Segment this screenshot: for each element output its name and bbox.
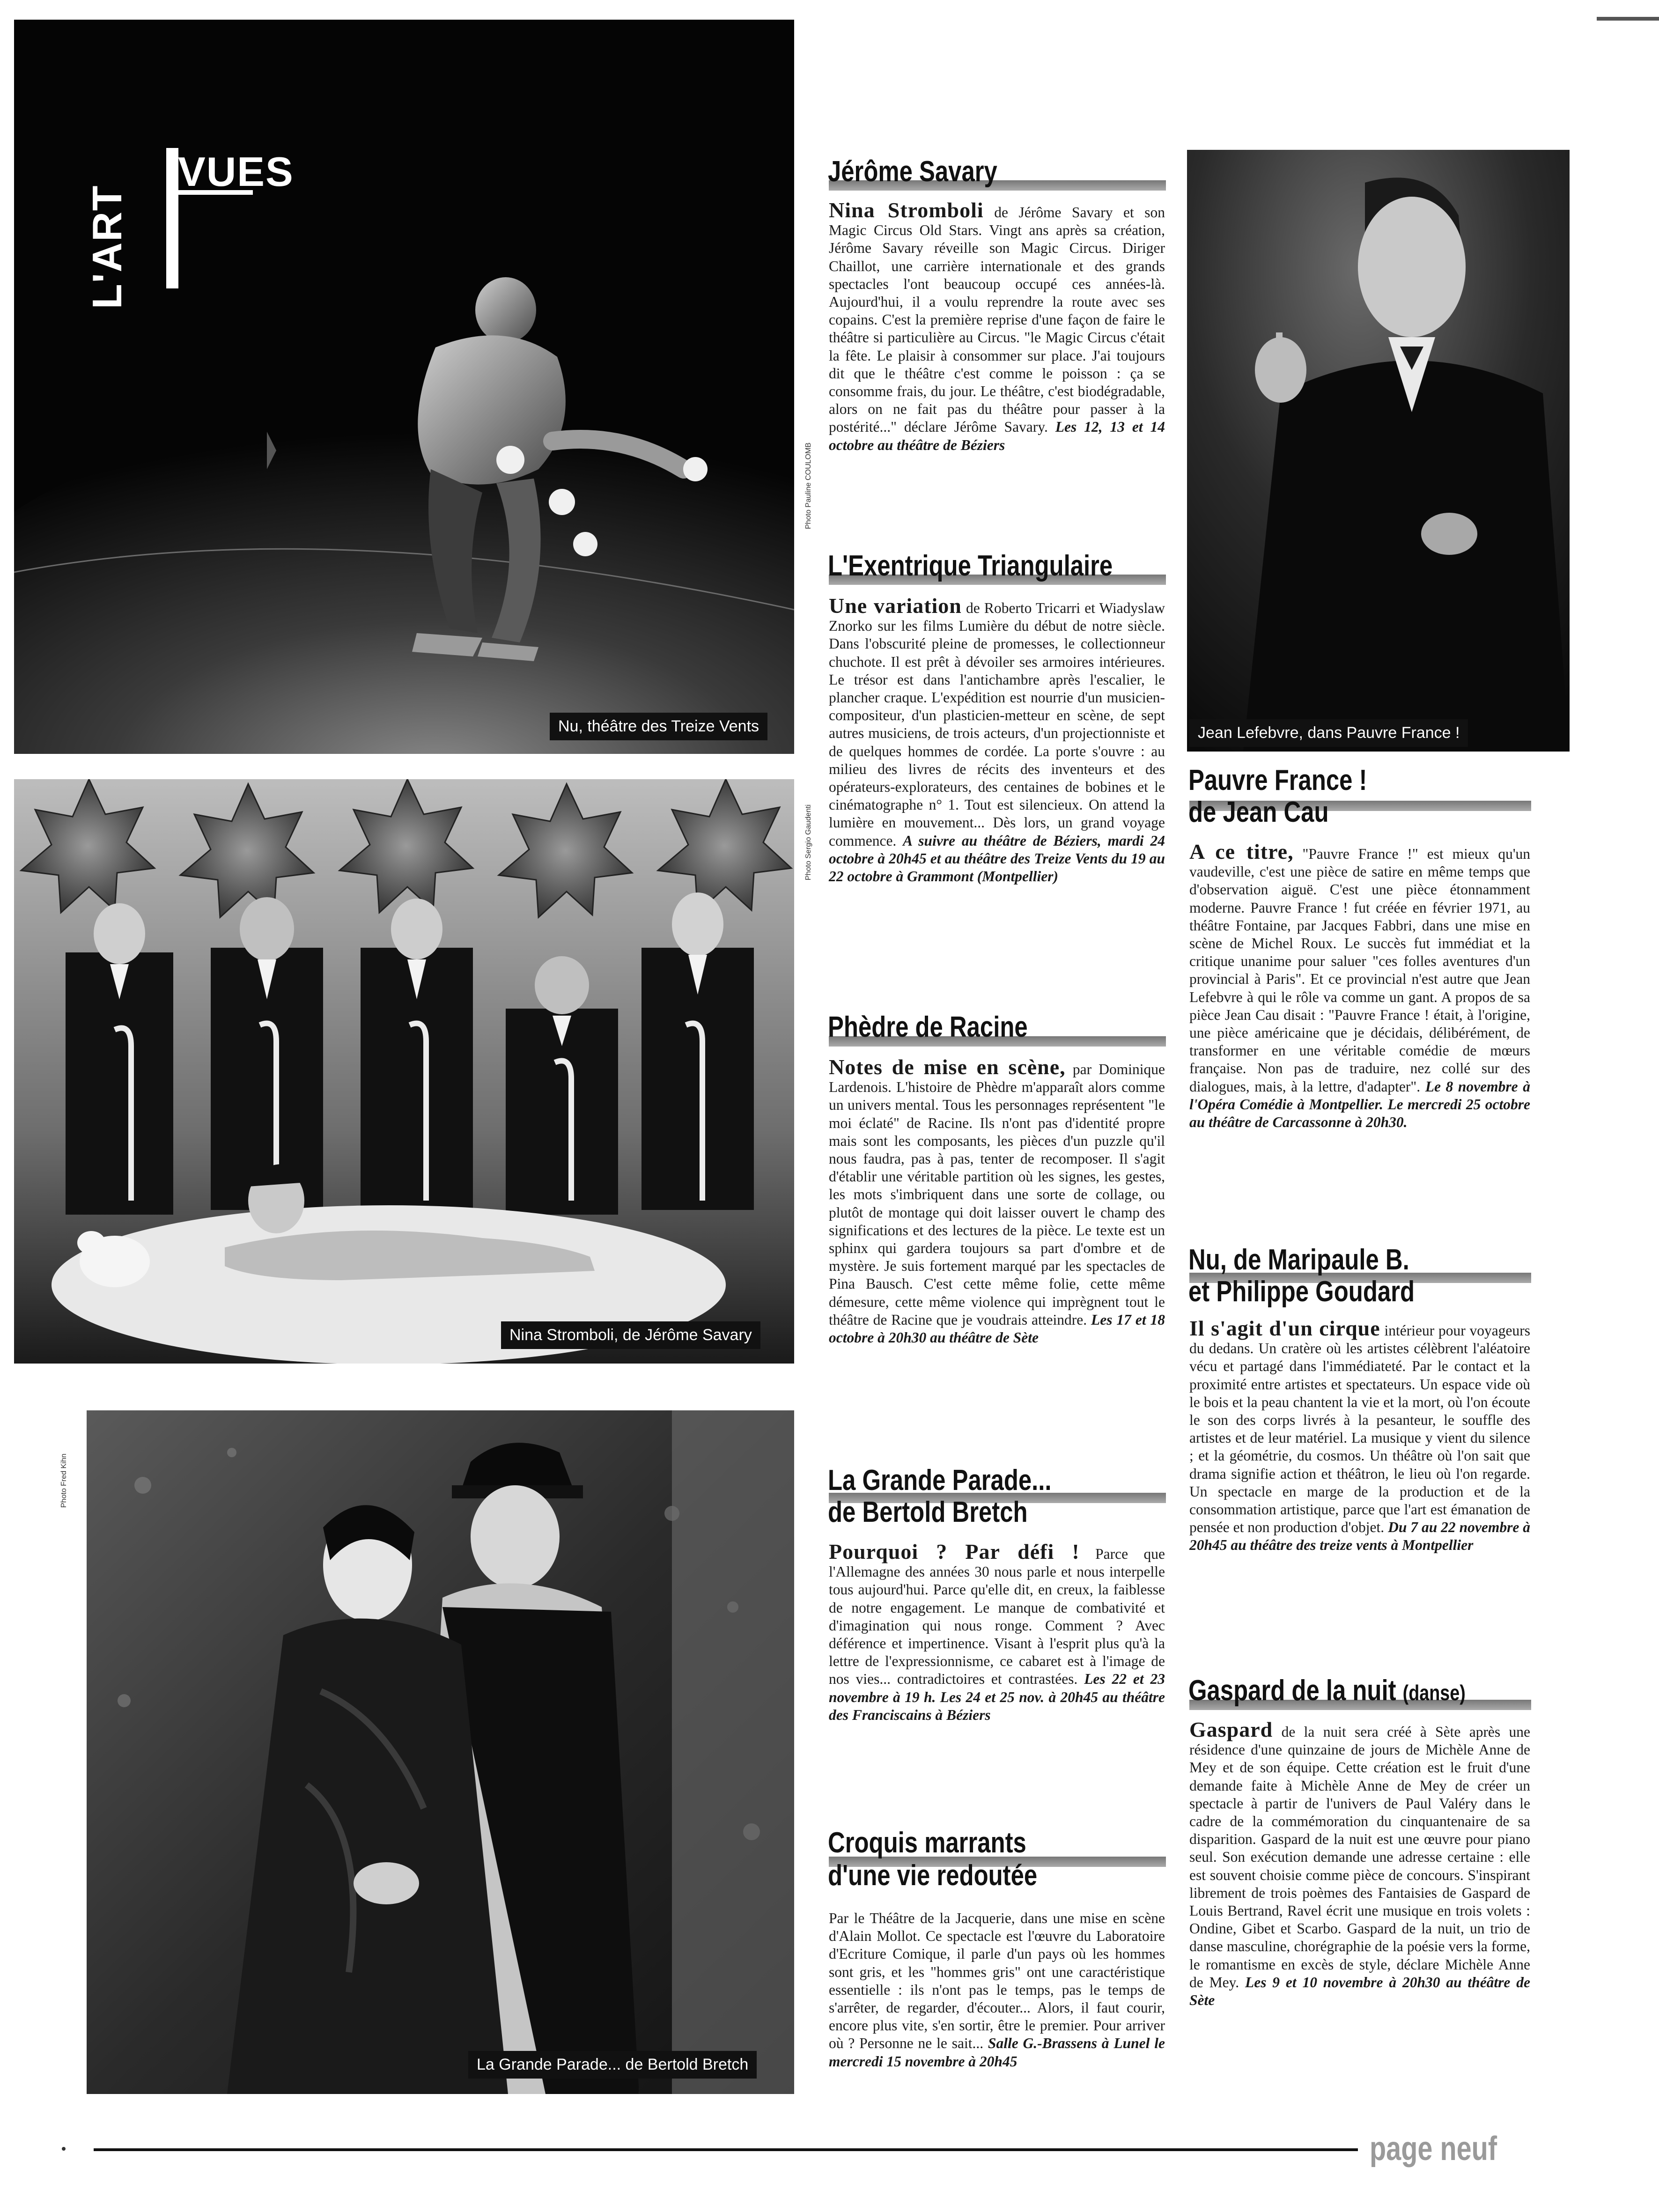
article-info-croquis: Salle G.-Brassens à Lunel le mercredi 15 novembre à 20h45 <box>829 2035 1165 2070</box>
article-title-nu-2: et Philippe Goudard <box>1188 1276 1415 1308</box>
photo-credit-parade: Photo Fred Kihn <box>60 1453 68 1508</box>
logo-word-vues: VUES <box>178 148 294 195</box>
article-title-croquis-1: Croquis marrants <box>828 1827 1026 1859</box>
article-title-exentrique: L'Exentrique Triangulaire <box>828 550 1113 582</box>
article-body-parade <box>829 1540 1165 1724</box>
caption-parade: La Grande Parade... de Bertold Bretch <box>468 2051 757 2079</box>
article-body-gaspard <box>1189 1718 1530 2009</box>
article-text-gaspard: de la nuit sera créé à Sète après une résidence d'une quinzaine de jours de Michèle Anne de Mey et de son équipe. Cette création est le fruit d'une demande faite à Michèle Anne de Mey de créer un spectacle à partir de l'univers de Paul Valéry dans le cadre de la commémoration du cinquantenaire de sa disparition. Gaspard de la nuit est une œuvre pour piano seul. Son exécution demande une adresse certaine : elle est souvent choisie comme pièce de concours. S'inspirant librement de trois poèmes des Fantaisies de Gaspard de Louis Bertrand, Ravel écrit une musique en trois volets : Ondine, Gibet et Scarbo. Gaspard de la nuit, un trio de danse masculine, chorégraphie de la poésie vers la forme, le romantisme en excès de style, déclare Michèle Anne de Mey. <box>1189 1724 1530 1991</box>
page-dot <box>62 2147 66 2151</box>
corner-mark <box>1597 17 1659 21</box>
article-title-parade-1: La Grande Parade... <box>828 1464 1052 1497</box>
article-body-savary <box>829 198 1165 454</box>
article-lead-savary: Nina Stromboli <box>829 198 984 222</box>
article-text-phedre: par Dominique Lardenois. L'histoire de Phèdre m'apparaît alors comme un univers mental. Tous les personnages représentent "le moi éclaté" de Racine. Ils n'ont pas d'identité propre mais sont les composants, les pièces d'un puzzle qu'il nous faudra, pas à pas, tenter de recomposer. Il s'agit d'établir une véritable partition où les signes, les gestes, les mots s'imbriquent dans une sorte de collage, ou plutôt de montage qui doit laisser ouvert le champ des significations et des lectures de la pièce. Le texte est un sphinx qui gardera toujours sa part d'ombre et de mystère. Je suis fortement marqué par les spectacles de Pina Bausch. C'est cette même folie, cette même démesure, cette même violence qui imprègnent tout le théâtre de Racine que je voudrais atteindre. <box>829 1061 1165 1328</box>
article-text-pauvre: "Pauvre France !" est mieux qu'un vaudeville, c'est une pièce de satire en même temps que d'observation aiguë. C'est une pièce étonnamment moderne. Pauvre France ! fut créée en février 1971, au théâtre Fontaine, par Jacques Fabbri, dans une mise en scène de Michel Roux. Le succès fut immédiat et la critique unanime pour saluer "ces folles aventures d'un provincial à Paris". Et ce provincial n'est autre que Jean Lefebvre à qui le rôle va comme un gant. A propos de sa pièce Jean Cau disait : "Pauvre France ! était, à l'origine, une pièce américaine que je décidais, délibérément, de transformer en une véritable comédie de mœurs française. Non pas de traduire, nez collé sur des dialogues, mais, à la lettre, d'adapter". <box>1189 846 1531 1095</box>
article-lead-phedre: Notes de mise en scène, <box>829 1055 1066 1079</box>
photo-grande-parade <box>87 1410 794 2094</box>
article-body-pauvre <box>1189 840 1531 1131</box>
caption-nina: Nina Stromboli, de Jérôme Savary <box>501 1321 760 1349</box>
article-title-phedre: Phèdre de Racine <box>828 1011 1028 1043</box>
article-lead-exentrique: Une variation <box>829 594 962 618</box>
article-text-parade: Parce que l'Allemagne des années 30 nous parle et nous interpelle tous aujourd'hui. Parce qu'elle dit, en creux, la faiblesse de notre engagement. Le manque de combativité et d'imagination qui nous ronge. Comment ? Avec déférence et impertinence. Visant à l'esprit plus qu'à la lettre de l'expressionnisme, ce cabaret est à l'image de nos vies... contradictoires et contrastées. <box>829 1546 1165 1688</box>
footer-rule <box>94 2148 1358 2151</box>
article-info-gaspard: Les 9 et 10 novembre à 20h30 au théâtre de Sète <box>1189 1974 1530 2009</box>
article-title-nu-1: Nu, de Maripaule B. <box>1188 1244 1409 1276</box>
article-lead-gaspard: Gaspard <box>1189 1718 1273 1741</box>
article-body-phedre <box>829 1055 1165 1347</box>
photo-jean-lefebvre <box>1187 150 1570 752</box>
article-info-parade: Les 22 et 23 novembre à 19 h. Les 24 et 25 nov. à 20h45 au théâtre des Franciscains à Béziers <box>829 1671 1165 1723</box>
article-info-pauvre: Le 8 novembre à l'Opéra Comédie à Montpellier. Le mercredi 25 octobre au théâtre de Carcassonne à 20h30. <box>1189 1078 1530 1131</box>
article-text-nu: intérieur pour voyageurs du dedans. Un cratère où les artistes célèbrent l'aléatoire vécu et partagé dans l'immédiateté. Par le contact et la proximité entre artistes et spectateurs. Un espace vide où le bois et la peau chantent la vie et la mort, où l'on écoute le son des corps livrés à la pesanteur, le souffle des artistes et de leur matériel. La musique y vient du silence ; et la géométrie, du cosmos. Un théâtre où l'on sait que drama signifie action et théâtron, le lieu où l'on regarde. Un spectacle en marge de la production et de la consommation artistique, parce que l'art est émanation de pensée et non production d'objet. <box>1189 1322 1530 1536</box>
article-title-gaspard <box>1188 1675 1466 1709</box>
article-info-savary: Les 12, 13 et 14 octobre au théâtre de Béziers <box>829 419 1165 453</box>
photo-nu <box>14 20 794 754</box>
photo-nina-stromboli <box>14 779 794 1364</box>
article-lead-parade: Pourquoi ? Par défi ! <box>829 1540 1080 1563</box>
article-title-pauvre-1: Pauvre France ! <box>1188 764 1367 796</box>
logo-word-lart: L'ART <box>84 184 130 309</box>
article-lead-nu: Il s'agit d'un cirque <box>1189 1316 1380 1340</box>
article-text-savary: de Jérôme Savary et son Magic Circus Old Stars. Vingt ans après sa création, Jérôme Savary réveille son Magic Circus. Diriger Chaillot, une carrière internationale et des grands spectacles l'ont beaucoup occupé ces années-là. Aujourd'hui, il a voulu reprendre la route avec ses copains. C'est la première reprise d'une façon de faire le théâtre si particulière au Circus. "le Magic Circus c'était la fête. Le plaisir à consommer sur place. J'ai toujours dit que le théâtre c'est comme le poisson : ça se consomme frais, du jour. Le théâtre, c'est biodégradable, alors on ne fait pas du théâtre pour passer à la postérité..." déclare Jérôme Savary. <box>829 204 1165 435</box>
article-text-croquis: Par le Théâtre de la Jacquerie, dans une mise en scène d'Alain Mollot. Ce spectacle est l'œuvre du Laboratoire d'Ecriture Comique, il parle d'un pays où les hommes sont gris, et les "hommes gris" ont une caractéristique essentielle : ils n'ont pas le temps, pas le temps de s'arrêter, de regarder, d'écouter... Alors, il faut courir, encore plus vite, s'en sortir, être le premier. Pour arriver où ? Personne ne le sait... <box>829 1910 1165 2052</box>
caption-nu: Nu, théâtre des Treize Vents <box>550 713 767 740</box>
photo-credit-nina: Photo Sergio Gaudenti <box>804 804 812 880</box>
article-lead-pauvre: A ce titre, <box>1189 840 1294 863</box>
article-body-exentrique <box>829 594 1165 885</box>
article-title-parade-2: de Bertold Bretch <box>828 1496 1028 1528</box>
article-title-savary: Jérôme Savary <box>828 155 997 188</box>
article-body-nu <box>1189 1316 1530 1555</box>
article-body-croquis <box>829 1910 1165 2071</box>
article-title-pauvre-2: de Jean Cau <box>1188 796 1329 828</box>
caption-jean-lefebvre: Jean Lefebvre, dans Pauvre France ! <box>1189 719 1468 747</box>
article-title-croquis-2: d'une vie redoutée <box>828 1859 1038 1892</box>
logo-bar <box>166 148 178 288</box>
article-info-exentrique: A suivre au théâtre de Béziers, mardi 24 octobre à 20h45 et au théâtre des Treize Vents du 19 au 22 octobre à Grammont (Montpellier) <box>829 832 1165 885</box>
article-info-phedre: Les 17 et 18 octobre à 20h30 au théâtre de Sète <box>829 1311 1165 1346</box>
article-info-nu: Du 7 au 22 novembre à 20h45 au théâtre des treize vents à Montpellier <box>1189 1519 1530 1554</box>
article-title-gaspard-suffix: (danse) <box>1402 1681 1466 1705</box>
article-title-gaspard-main: Gaspard de la nuit <box>1188 1674 1396 1707</box>
page-number-label: page neuf <box>1370 2130 1497 2168</box>
photo-credit-nu: Photo Pauline COULOMB <box>804 442 812 529</box>
article-text-exentrique: de Roberto Tricarri et Wiadyslaw Znorko sur les films Lumière du début de notre siècle. Dans l'obscurité pleine de promesses, le collectionneur chuchote. Il est prêt à dévoiler ses armoires intérieures. Le trésor est dans l'antichambre après l'escalier, le plancher craque. L'expédition est nourrie d'un musicien-compositeur, d'un plasticien-metteur en scène, de sept autres musiciens, de trois acteurs, d'un projectionniste et de quelques hommes de cordée. La porte s'ouvre : au milieu des livres de récits des inventeurs et des opérateurs-explorateurs, des centaines de bobines et le cinématographe n° 1. Tout est silencieux. On attend la lumière en mouvement... Dès lors, un grand voyage commence. <box>829 600 1165 849</box>
